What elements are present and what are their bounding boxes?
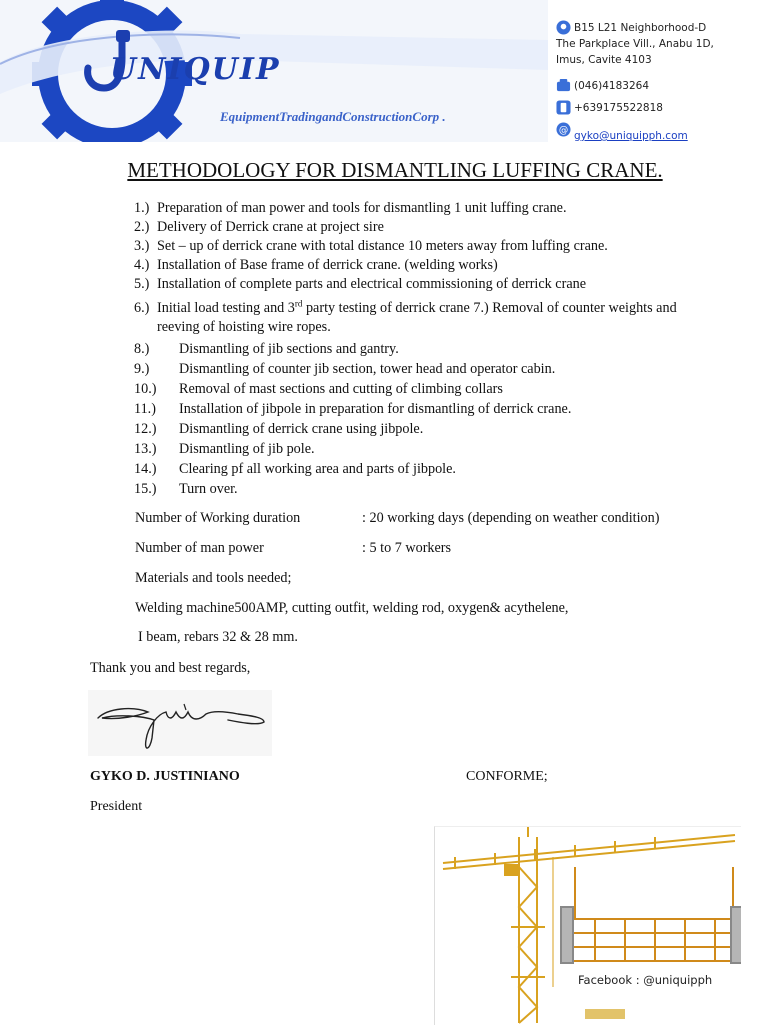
duration-value: : 20 working days (depending on weather condition) (362, 510, 660, 526)
company-tagline: EquipmentTradingandConstructionCorp . (220, 109, 446, 124)
list-item (134, 237, 724, 256)
list-item (134, 479, 724, 499)
man-power-row (135, 540, 452, 557)
list-item (134, 399, 724, 419)
step-number: 3.) (134, 238, 150, 254)
location-pin-icon (556, 20, 571, 35)
step-number: 10.) (134, 381, 157, 397)
step-text: Dismantling of derrick crane using jibpole. (179, 421, 424, 437)
list-item (134, 199, 724, 218)
email-link[interactable]: gyko@uniquipph.com (574, 130, 688, 142)
list-item (134, 459, 724, 479)
list-item (134, 419, 724, 439)
step-number: 9.) (134, 361, 150, 377)
step6-superscript: rd (294, 298, 303, 308)
step-text: Installation of jibpole in preparation for dismantling of derrick crane. (179, 401, 572, 417)
manpower-value: : 5 to 7 workers (362, 540, 452, 556)
conforme-label: CONFORME; (466, 769, 548, 784)
phone-number: (046)4183264 (574, 80, 649, 92)
step-text: Set – up of derrick crane with total distance 10 meters away from luffing crane. (157, 238, 608, 254)
step-number: 5.) (134, 276, 150, 292)
step-text: Dismantling of jib sections and gantry. (179, 341, 399, 357)
step-number: 15.) (134, 481, 157, 497)
step-text: Turn over. (179, 481, 238, 497)
step6-continuation: reeving of hoisting wire ropes. (157, 318, 331, 335)
list-item (134, 275, 724, 294)
signatory-title: President (90, 799, 143, 814)
step-number: 6.) (134, 299, 150, 316)
step-number: 12.) (134, 421, 157, 437)
step-number: 14.) (134, 461, 157, 477)
working-duration-row (135, 510, 660, 527)
step-text: Clearing pf all working area and parts of jibpole. (179, 461, 456, 477)
materials-line-1: Welding machine500AMP, cutting outfit, welding rod, oxygen& acythelene, (135, 600, 569, 616)
email-icon (556, 122, 571, 137)
step6-text-before: Initial load testing and 3 (157, 299, 295, 316)
mobile-number: +639175522818 (574, 102, 663, 114)
manpower-label: Number of man power (135, 540, 264, 556)
step-number: 11.) (134, 401, 156, 417)
document-title: METHODOLOGY FOR DISMANTLING LUFFING CRANE. (127, 158, 663, 182)
step-text: Installation of complete parts and electrical commissioning of derrick crane (157, 276, 587, 292)
step-text: Delivery of Derrick crane at project sire (157, 219, 384, 235)
duration-label: Number of Working duration (135, 510, 301, 526)
step-text: Removal of mast sections and cutting of climbing collars (179, 381, 503, 397)
materials-heading: Materials and tools needed; (135, 570, 292, 586)
materials-line-2: I beam, rebars 32 & 28 mm. (138, 629, 298, 645)
list-item (134, 218, 724, 237)
signature-icon (88, 690, 272, 756)
email-row (556, 122, 766, 146)
address (556, 20, 766, 36)
step-text: Dismantling of counter jib section, tower head and operator cabin. (179, 361, 556, 377)
step6-text-after: party testing of derrick crane 7.) Removal of counter weights and (302, 299, 677, 316)
step-text (157, 300, 677, 316)
steps-list-b (134, 339, 724, 499)
list-item (134, 379, 724, 399)
steps-list-a (134, 199, 724, 337)
tower-crane-icon (435, 827, 741, 1025)
list-item (134, 256, 724, 275)
mobile-row (556, 100, 766, 116)
step-number: 4.) (134, 257, 150, 273)
address-line-2: The Parkplace Vill., Anabu 1D, (556, 38, 714, 50)
address-line-1: B15 L21 Neighborhood-D (574, 22, 707, 34)
svg-text:@: @ (558, 124, 569, 136)
closing-text: Thank you and best regards, (90, 660, 251, 676)
step-number: 13.) (134, 441, 157, 457)
step-number: 1.) (134, 200, 150, 216)
signatory-name: GYKO D. JUSTINIANO (90, 769, 240, 784)
list-item (134, 339, 724, 359)
step-number: 8.) (134, 341, 150, 357)
list-item (134, 359, 724, 379)
crane-illustration (434, 826, 741, 1025)
signature-image (88, 690, 272, 756)
mobile-phone-icon (556, 100, 571, 115)
address-line-3: Imus, Cavite 4103 (556, 54, 652, 66)
step-number: 2.) (134, 219, 150, 235)
telephone-icon (556, 78, 571, 93)
list-item (134, 294, 724, 318)
facebook-handle[interactable]: Facebook : @uniquipph (578, 973, 713, 987)
contact-block (556, 20, 766, 146)
phone-row (556, 78, 766, 94)
step-text: Preparation of man power and tools for dismantling 1 unit luffing crane. (157, 200, 567, 216)
list-item (134, 439, 724, 459)
step-text: Dismantling of jib pole. (179, 441, 315, 457)
step-text: Installation of Base frame of derrick crane. (welding works) (157, 257, 498, 273)
company-name: UNIQUIP (110, 52, 281, 87)
